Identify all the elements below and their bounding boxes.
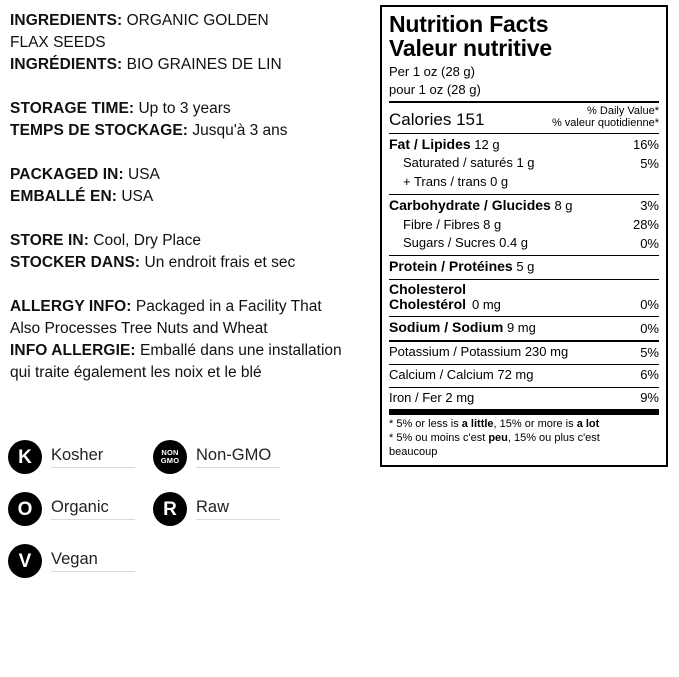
nutrient-row-calcium [389, 365, 659, 384]
nutrient-name: Saturated / saturés 1 g [403, 155, 535, 171]
info-label: PACKAGED IN: [10, 166, 124, 183]
organic-icon: O [8, 492, 42, 526]
nutrient-row-trans [389, 172, 659, 191]
info-line [10, 362, 375, 384]
badge-organic [8, 492, 153, 526]
info-label: EMBALLÉ EN: [10, 188, 118, 205]
footnote-fr-bold1: peu [488, 432, 508, 445]
info-line [10, 186, 375, 208]
nutrient-name: Sodium / Sodium [389, 319, 504, 336]
nutrient-dv: 5% [640, 155, 659, 171]
product-info-column [10, 10, 375, 406]
info-line [10, 230, 375, 252]
info-value: USA [123, 166, 160, 183]
non-gmo-icon: NON GMO [153, 440, 187, 474]
footnote-en-bold2: a lot [576, 418, 600, 431]
dv-header-fr: % valeur quotidienne* [551, 117, 659, 130]
nutrient-row-sugars [389, 233, 659, 252]
footnote-fr-mid: , 15% ou plus c'est [507, 432, 600, 445]
nutrient-amount: 9 mg [503, 320, 536, 336]
info-value: Cool, Dry Place [88, 232, 201, 249]
calories-label: Calories 151 [389, 109, 485, 129]
info-block-storage-time [10, 98, 375, 142]
info-value: Up to 3 years [134, 100, 231, 117]
footnote-fr-pre: * 5% ou moins c'est [389, 432, 489, 445]
info-value: FLAX SEEDS [10, 34, 106, 51]
nutrient-name: Potassium / Potassium 230 mg [389, 344, 569, 360]
info-value: BIO GRAINES DE LIN [122, 56, 282, 73]
nutrient-row-saturated [389, 153, 659, 172]
info-value: Jusqu'à 3 ans [188, 122, 288, 139]
nutrition-facts-panel [380, 5, 668, 467]
certification-badges [8, 440, 368, 596]
badge-vegan [8, 544, 153, 578]
serving-size-en: Per 1 oz (28 g) [389, 63, 475, 79]
nutrient-dv: 5% [640, 344, 659, 360]
footnote-fr-end: beaucoup [389, 445, 438, 458]
nutrient-dv: 0% [640, 235, 659, 251]
badge-kosher [8, 440, 153, 474]
kosher-icon: K [8, 440, 42, 474]
calories-row [389, 103, 659, 130]
info-block-ingredients [10, 10, 375, 76]
nutrient-row-carbohydrate [389, 195, 659, 215]
info-value: Un endroit frais et sec [140, 254, 296, 271]
badge-raw [153, 492, 298, 526]
info-line [10, 10, 375, 32]
nutrient-dv: 6% [640, 367, 659, 383]
nutrient-name-fr: Cholestérol [389, 295, 467, 312]
badge-label: Kosher [51, 446, 135, 468]
nutrient-name-en: Cholesterol [389, 280, 467, 297]
badge-row [8, 544, 368, 578]
info-line [10, 98, 375, 120]
footnote-fr [389, 432, 659, 446]
nutrient-name: + Trans / trans 0 g [403, 174, 509, 190]
nutrient-row-fibre [389, 215, 659, 234]
nutrient-name: Iron / Fer 2 mg [389, 389, 475, 405]
nutrient-amount: 12 g [470, 136, 500, 152]
nutrition-footnote [389, 415, 659, 459]
info-label: TEMPS DE STOCKAGE: [10, 122, 189, 139]
info-line [10, 54, 375, 76]
nutrition-title-fr: Valeur nutritive [389, 35, 552, 62]
badge-label: Raw [196, 498, 280, 520]
info-value: Also Processes Tree Nuts and Wheat [10, 320, 268, 337]
nutrient-dv: 0% [640, 297, 659, 313]
info-block-allergy-info [10, 296, 375, 384]
footnote-en-bold1: a little [461, 418, 494, 431]
nutrition-title-en: Nutrition Facts [389, 11, 549, 37]
badge-label: Vegan [51, 550, 135, 572]
info-label: STORAGE TIME: [10, 100, 135, 117]
nutrient-row-sodium [389, 317, 659, 337]
nutrient-row-iron [389, 388, 659, 407]
info-line [10, 296, 375, 318]
info-value: qui traite également les noix et le blé [10, 364, 262, 381]
nutrient-row-cholesterol [389, 280, 659, 314]
info-label: INGREDIENTS: [10, 12, 123, 29]
serving-size-fr: pour 1 oz (28 g) [389, 82, 481, 98]
info-line [10, 120, 375, 142]
nutrient-dv: 9% [640, 390, 659, 406]
badge-non-gmo [153, 440, 298, 474]
info-label: INGRÉDIENTS: [10, 56, 123, 73]
nutrient-row-fat [389, 134, 659, 154]
nutrient-dv: 0% [640, 320, 659, 336]
info-line [10, 252, 375, 274]
vegan-icon: V [8, 544, 42, 578]
badge-label: Non-GMO [196, 446, 280, 468]
nutrient-row-potassium [389, 342, 659, 361]
nutrient-row-protein [389, 256, 659, 276]
footnote-en-pre: * 5% or less is [389, 418, 462, 431]
raw-icon: R [153, 492, 187, 526]
nutrient-name: Carbohydrate / Glucides [389, 196, 551, 213]
nutrient-dv: 28% [632, 216, 659, 232]
nutrient-dv: 3% [640, 198, 659, 214]
badge-row [8, 440, 368, 474]
info-block-packaged-in [10, 164, 375, 208]
info-value: ORGANIC GOLDEN [122, 12, 269, 29]
daily-value-header [552, 105, 659, 130]
nutrient-name: Calcium / Calcium 72 mg [389, 366, 534, 382]
info-label: STOCKER DANS: [10, 254, 141, 271]
info-line [10, 340, 375, 362]
nutrient-dv: 16% [632, 136, 659, 152]
info-block-store-in [10, 230, 375, 274]
info-value: Emballé dans une installation [135, 342, 342, 359]
footnote-en-mid: , 15% or more is [493, 418, 577, 431]
nutrient-amount: 8 g [550, 197, 573, 213]
footnote-en [389, 418, 659, 432]
info-value: Packaged in a Facility That [131, 298, 322, 315]
info-line [10, 164, 375, 186]
info-line [10, 32, 375, 54]
nutrient-name: Sugars / Sucres 0.4 g [403, 235, 529, 251]
nutrient-name: Protein / Protéines [389, 258, 513, 275]
nutrient-name: Fat / Lipides [389, 135, 471, 152]
nutrient-name: Fibre / Fibres 8 g [403, 216, 502, 232]
info-value: USA [117, 188, 154, 205]
badge-label: Organic [51, 498, 135, 520]
info-line [10, 318, 375, 340]
info-label: INFO ALLERGIE: [10, 342, 136, 359]
info-label: STORE IN: [10, 232, 89, 249]
nutrient-amount: 5 g [512, 259, 535, 275]
badge-row [8, 492, 368, 526]
info-label: ALLERGY INFO: [10, 298, 132, 315]
dv-header-en: % Daily Value* [587, 104, 659, 117]
nutrient-amount: 0 mg [472, 296, 501, 312]
